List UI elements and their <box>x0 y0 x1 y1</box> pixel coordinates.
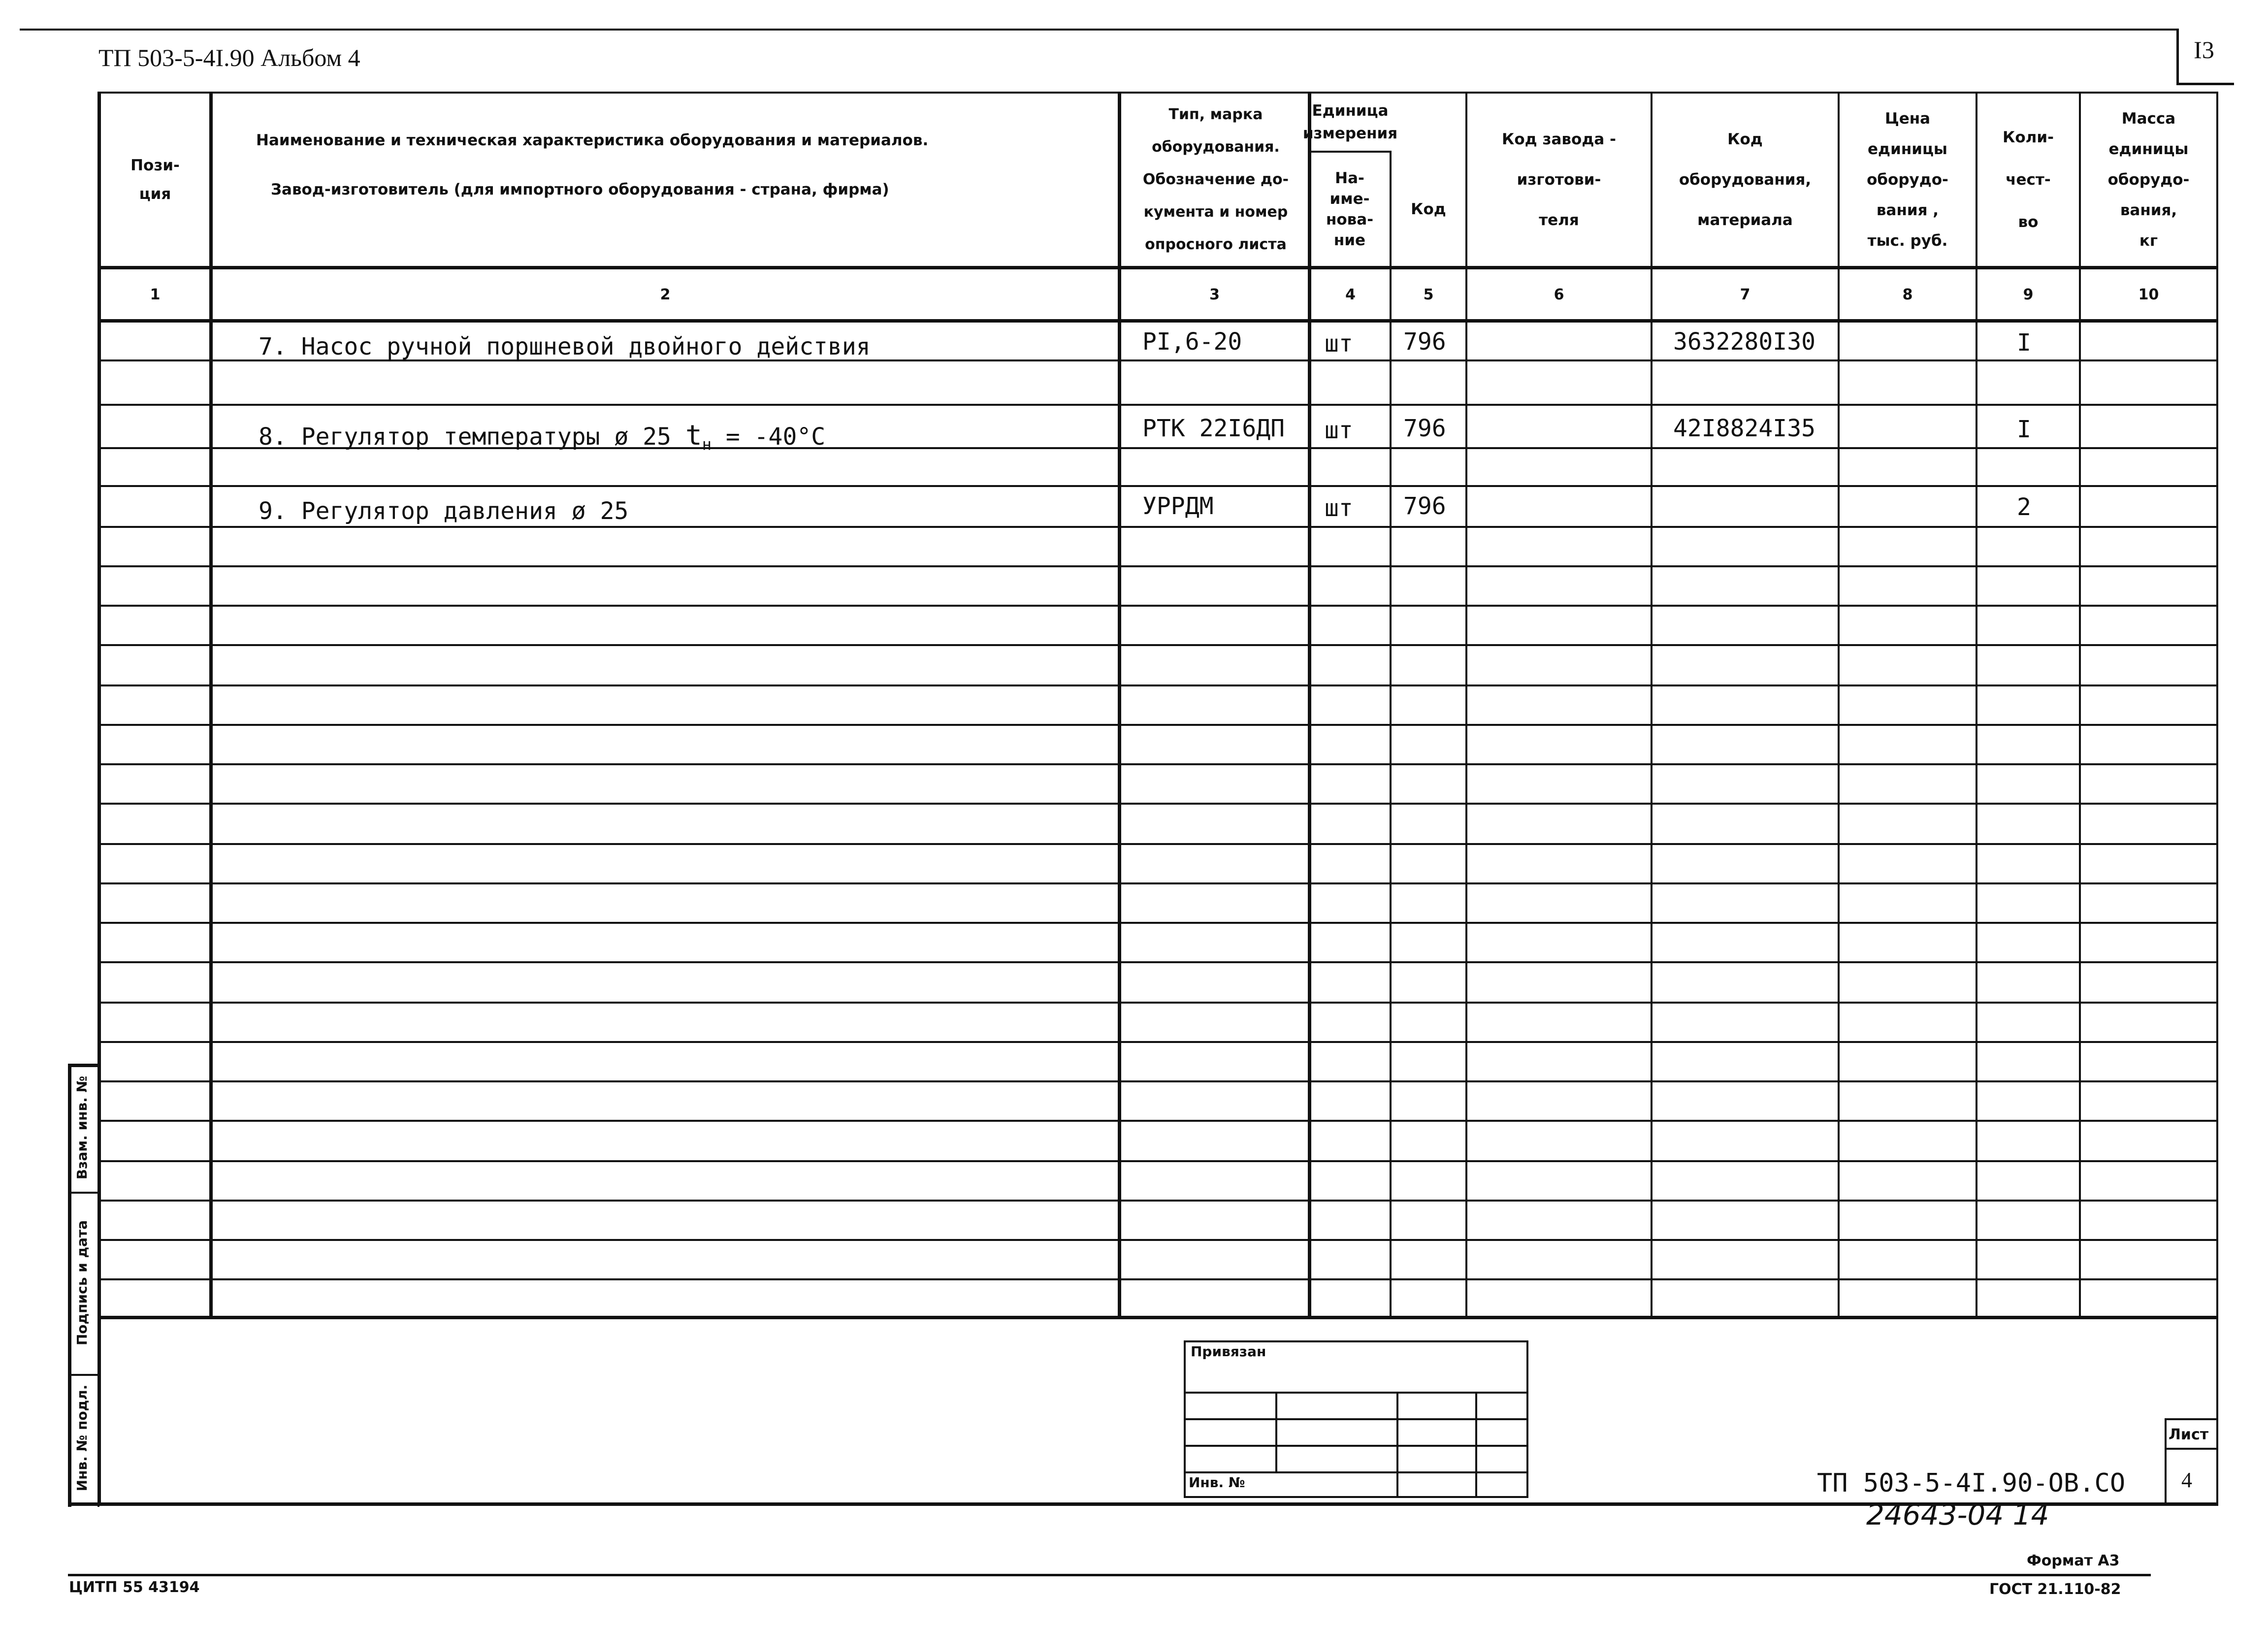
binding-col <box>1275 1392 1277 1471</box>
col-6-number: 6 <box>1554 286 1564 303</box>
row-8-unit: шт <box>1325 417 1353 444</box>
row-rule <box>97 1278 2218 1280</box>
row-rule <box>97 803 2218 805</box>
row-8-name-end: = -40°C <box>711 423 826 451</box>
row-rule <box>97 1080 2218 1082</box>
col-4-heading: На- име- нова- ние <box>1326 169 1374 249</box>
binding-inv-label: Инв. № <box>1189 1474 1245 1491</box>
col-divider-1 <box>209 92 213 1318</box>
format-label: Формат А3 <box>2027 1552 2120 1569</box>
col-8-heading: Цена единицы оборудо- вания , тыс. руб. <box>1867 110 1948 250</box>
row-rule <box>97 724 2218 726</box>
row-9-quantity: 2 <box>2017 493 2031 521</box>
row-rule <box>97 1160 2218 1162</box>
col-2-number: 2 <box>660 286 671 303</box>
row-8-unit-code: 796 <box>1403 415 1446 442</box>
row-rule <box>97 644 2218 646</box>
col-9-heading: Коли- чест- во <box>2003 129 2054 231</box>
row-rule <box>97 1239 2218 1241</box>
page-number: I3 <box>2194 36 2214 64</box>
unit-group-heading: Единица измерения <box>1302 102 1398 142</box>
row-rule <box>97 843 2218 845</box>
row-rule <box>97 1002 2218 1004</box>
row-rule <box>97 882 2218 884</box>
col-2-heading-line1: Наименование и техническая характеристика оборудования и материалов. <box>256 131 929 149</box>
sheet-label: Лист <box>2169 1426 2209 1443</box>
row-8-name <box>259 420 825 454</box>
col-divider-4 <box>1390 151 1392 1318</box>
bottom-left-code: ЦИТП 55 43194 <box>69 1579 200 1596</box>
row-7-unit-code: 796 <box>1403 328 1446 356</box>
handwritten-number: 24643-04 14 <box>1866 1498 2049 1531</box>
sheet-value: 4 <box>2181 1468 2192 1492</box>
sheet-box-rule <box>2165 1448 2218 1450</box>
col-5-number: 5 <box>1423 286 1434 303</box>
side-stamp-left-border <box>68 1064 71 1507</box>
col-divider-2 <box>1118 92 1121 1318</box>
col-3-number: 3 <box>1209 286 1220 303</box>
col-4-number: 4 <box>1345 286 1356 303</box>
footer-rule <box>68 1574 2151 1576</box>
row-rule <box>97 1120 2218 1122</box>
col-2-heading-line2: Завод-изготовитель (для импортного оборудования - страна, фирма) <box>271 181 889 198</box>
row-9-name: 9. Регулятор давления ø 25 <box>259 497 629 525</box>
header-bottom-rule <box>97 266 2218 269</box>
row-rule <box>97 404 2218 406</box>
col-5-heading: Код <box>1411 200 1446 218</box>
row-9-type: УРРДМ <box>1142 492 1214 520</box>
row-rule <box>97 684 2218 686</box>
col-divider-3 <box>1308 92 1311 1318</box>
row-7-equipment-code: 3632280I30 <box>1673 328 1815 356</box>
col-10-heading: Масса единицы оборудо- вания, кг <box>2107 110 2190 250</box>
row-rule <box>97 1041 2218 1043</box>
col-3-heading: Тип, марка оборудования. Обозначение до- кумента и номер опросного листа <box>1142 106 1289 253</box>
side-stamp-inner-border <box>97 1064 99 1507</box>
row-8-quantity: I <box>2017 416 2031 443</box>
table-bottom-rule <box>97 1316 2218 1319</box>
col-9-number: 9 <box>2023 286 2034 303</box>
row-8-equipment-code: 42I8824I35 <box>1673 415 1815 442</box>
col-7-heading: Код оборудования, материала <box>1679 130 1812 229</box>
col-1-number: 1 <box>150 286 161 303</box>
binding-title: Привязан <box>1191 1343 1266 1360</box>
gost-standard: ГОСТ 21.110-82 <box>1989 1581 2121 1598</box>
side-stamp-replaced-inv: Взам. инв. № <box>74 1075 90 1180</box>
row-8-name-sub: н <box>702 435 712 454</box>
row-7-type: PI,6-20 <box>1142 328 1242 356</box>
binding-col <box>1475 1392 1477 1498</box>
row-8-type: РТК 22I6ДП <box>1142 415 1285 442</box>
row-rule <box>97 1200 2218 1202</box>
row-9-unit: шт <box>1325 494 1353 522</box>
row-rule <box>97 763 2218 765</box>
col-6-heading: Код завода - изготови- теля <box>1502 130 1616 229</box>
binding-col <box>1396 1392 1398 1498</box>
column-number-rule <box>97 319 2218 323</box>
col-1-heading: Пози- ция <box>130 157 180 203</box>
row-9-unit-code: 796 <box>1403 492 1446 520</box>
row-8-name-t: t <box>685 420 702 452</box>
side-stamp-signature-date: Подпись и дата <box>74 1220 90 1346</box>
row-rule <box>97 485 2218 487</box>
frame-right-border <box>2216 92 2218 1502</box>
document-code: ТП 503-5-4I.90-ОВ.СО <box>1817 1468 2126 1498</box>
row-7-unit: шт <box>1325 330 1353 358</box>
top-rule <box>20 29 2176 31</box>
row-7-name: 7. Насос ручной поршневой двойного действия <box>259 333 871 360</box>
row-7-quantity: I <box>2017 329 2031 357</box>
document-header-title: ТП 503-5-4I.90 Альбом 4 <box>98 44 360 71</box>
row-rule <box>97 922 2218 924</box>
col-8-number: 8 <box>1902 286 1913 303</box>
side-stamp-original-inv: Инв. № подл. <box>74 1384 90 1492</box>
row-rule <box>97 565 2218 567</box>
row-rule <box>97 605 2218 607</box>
row-rule <box>97 526 2218 528</box>
row-rule <box>97 961 2218 963</box>
col-7-number: 7 <box>1740 286 1750 303</box>
row-8-name-text: 8. Регулятор температуры ø 25 <box>259 423 672 451</box>
col-10-number: 10 <box>2138 286 2159 303</box>
